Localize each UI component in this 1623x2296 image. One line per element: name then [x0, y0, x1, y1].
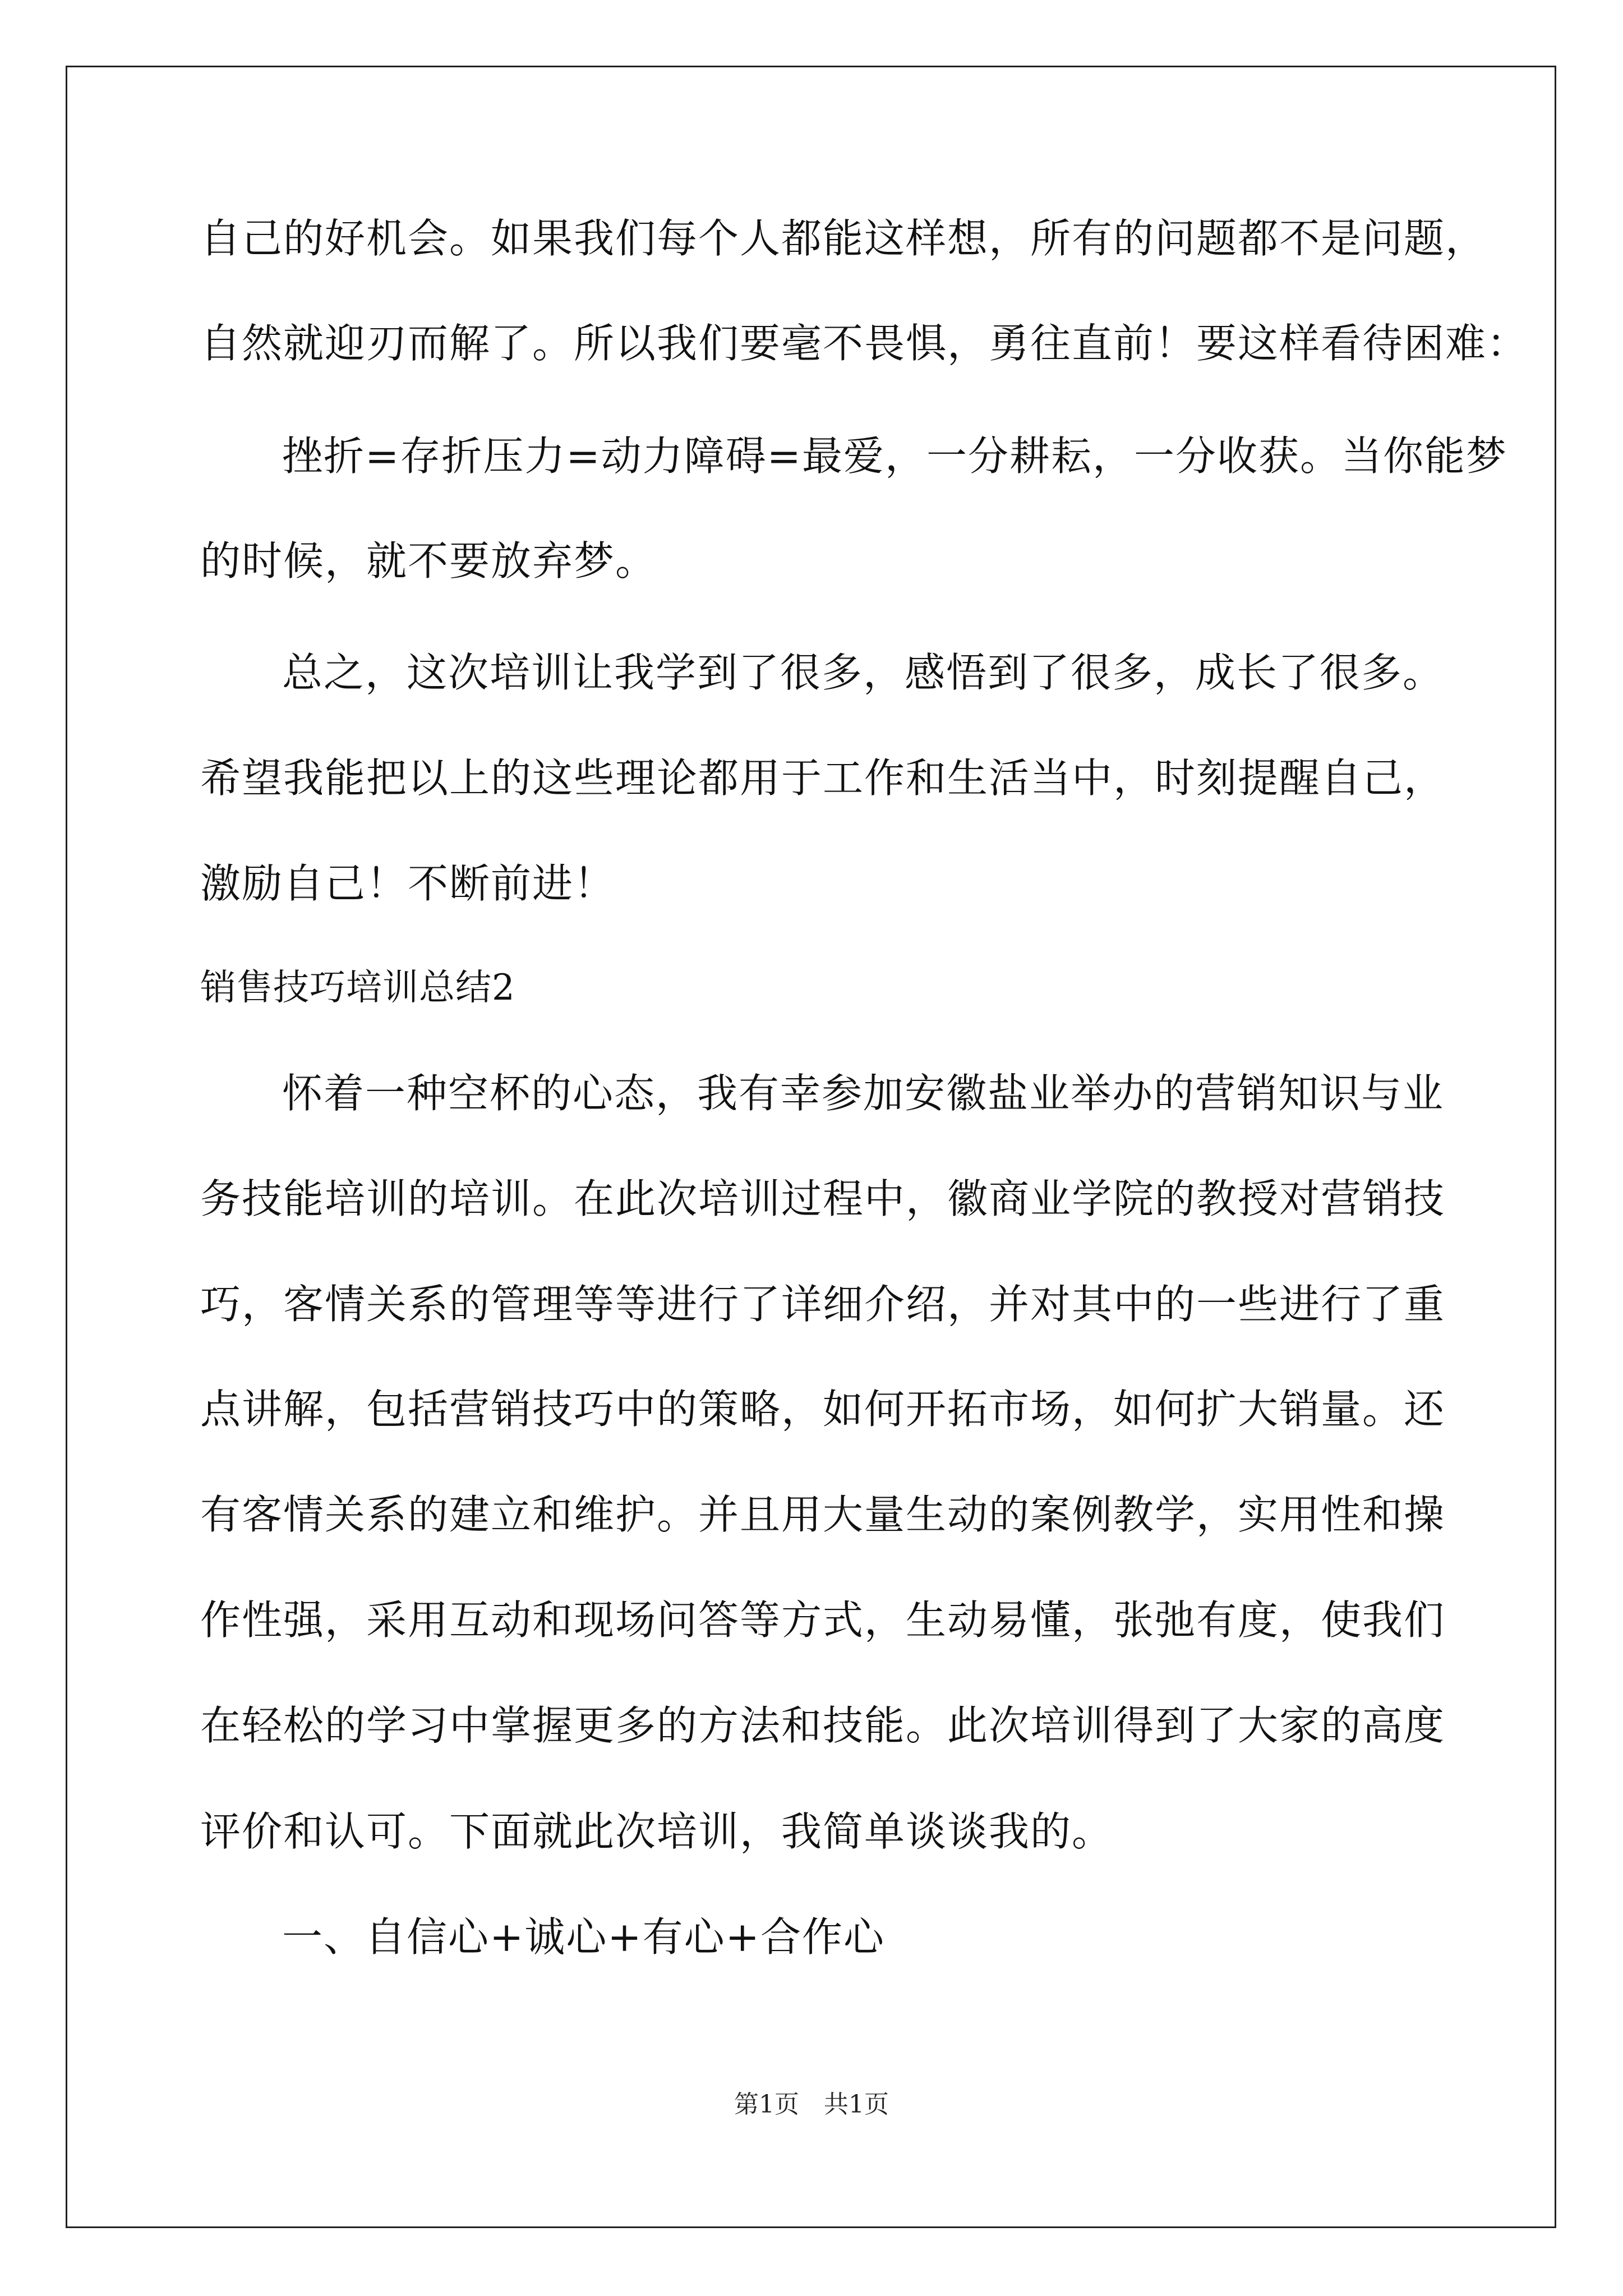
paragraph-line: 希望我能把以上的这些理论都用于工作和生活当中，时刻提醒自己，	[200, 754, 1446, 802]
paragraph-line: 作性强，采用互动和现场问答等方式，生动易懂，张弛有度，使我们	[200, 1596, 1446, 1644]
page-border	[66, 66, 1556, 2228]
paragraph-line: 自然就迎刃而解了。所以我们要毫不畏惧，勇往直前！要这样看待困难：	[200, 320, 1529, 367]
list-item-heading: 一、自信心+诚心+有心+合作心	[282, 1913, 885, 1961]
paragraph-line: 的时候，就不要放弃梦。	[200, 537, 657, 585]
paragraph-line: 怀着一种空杯的心态，我有幸参加安徽盐业举办的营销知识与业	[282, 1070, 1445, 1117]
paragraph-line: 有客情关系的建立和维护。并且用大量生动的案例教学，实用性和操	[200, 1491, 1446, 1538]
paragraph-line: 激励自己！不断前进！	[200, 860, 616, 907]
page-number-footer: 第1页 共1页	[734, 2090, 889, 2119]
paragraph-line: 总之，这次培训让我学到了很多，感悟到了很多，成长了很多。	[282, 649, 1445, 696]
paragraph-line: 巧，客情关系的管理等等进行了详细介绍，并对其中的一些进行了重	[200, 1281, 1446, 1328]
paragraph-line: 点讲解，包括营销技巧中的策略，如何开拓市场，如何扩大销量。还	[200, 1386, 1446, 1433]
paragraph-line: 在轻松的学习中掌握更多的方法和技能。此次培训得到了大家的高度	[200, 1702, 1446, 1749]
paragraph-line: 挫折=存折压力=动力障碍=最爱，一分耕耘，一分收获。当你能梦	[282, 432, 1507, 480]
paragraph-line: 务技能培训的培训。在此次培训过程中，徽商业学院的教授对营销技	[200, 1175, 1446, 1222]
section-heading: 销售技巧培训总结2	[200, 967, 515, 1009]
paragraph-line: 评价和认可。下面就此次培训，我简单谈谈我的。	[200, 1808, 1114, 1855]
paragraph-line: 自己的好机会。如果我们每个人都能这样想，所有的问题都不是问题，	[200, 215, 1487, 262]
